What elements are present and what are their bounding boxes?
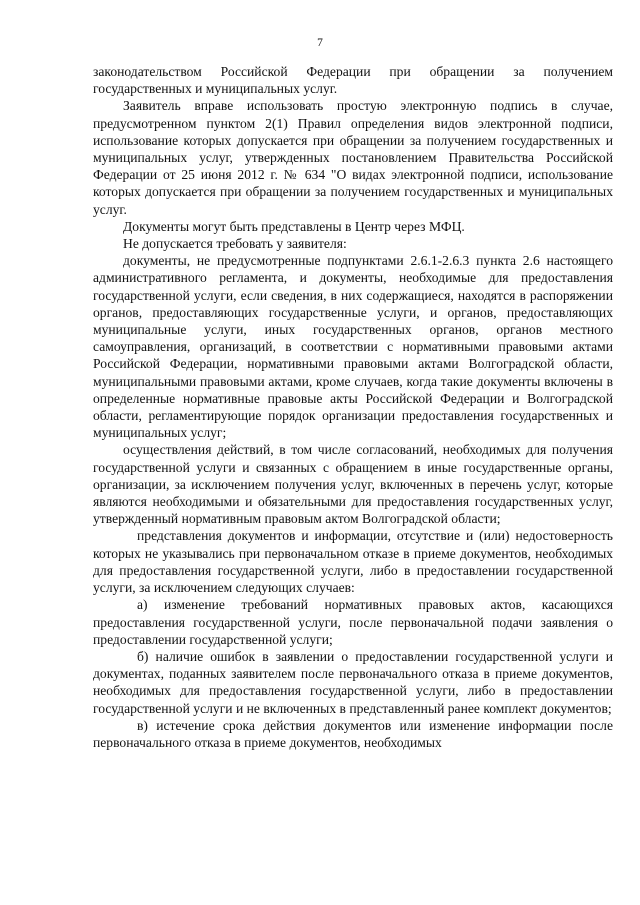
paragraph: б) наличие ошибок в заявлении о предоставлении государственной услуги и документах, поданных заявителем после первоначального отказа в приеме документов, необходимых для предоставления государственной услуги, либо в предоставлении государственной услуги и не включенных в представленный ранее комплект документов; (93, 648, 613, 716)
paragraph: в) истечение срока действия документов или изменение информации после первоначального отказа в приеме документов, необходимых (93, 717, 613, 750)
document-body (93, 63, 613, 751)
paragraph: документы, не предусмотренные подпунктами 2.6.1-2.6.3 пункта 2.6 настоящего административного регламента, и документы, необходимые для предоставления государственной услуги, если сведения, в них содержащиеся, находятся в распоряжении органов, предоставляющих государственные услуги, и органов, предоставляющих муниципальные услуги, иных государственных органов, органов местного самоуправления, организаций, в соответствии с нормативными правовыми актами Российской Федерации, нормативными правовыми актами Волгоградской области, муниципальными правовыми актами, кроме случаев, когда такие документы включены в определенные нормативные правовые акты Российской Федерации и Волгоградской области, регламентирующие порядок организации предоставления государственных и муниципальных услуг; (93, 253, 613, 441)
paragraph: Не допускается требовать у заявителя: (123, 236, 347, 252)
paragraph: а) изменение требований нормативных правовых актов, касающихся предоставления государственной услуги, после первоначальной подачи заявления о предоставлении государственной услуги; (93, 597, 613, 647)
paragraph: Заявитель вправе использовать простую электронную подпись в случае, предусмотренном пунктом 2(1) Правил определения видов электронной подписи, использование которых допускается при обращении за получением государственных и муниципальных услуг, утвержденных постановлением Правительства Российской Федерации от 25 июня 2012 г. № 634 "О видах электронной подписи, использование которых допускается при обращении за получением государственных и муниципальных услуг. (93, 98, 613, 217)
paragraph: Документы могут быть представлены в Центр через МФЦ. (123, 218, 465, 234)
page-number: 7 (317, 37, 323, 49)
paragraph: представления документов и информации, отсутствие и (или) недостоверность которых не указывались при первоначальном отказе в приеме документов, необходимых для предоставления государственной услуги, либо в предоставлении государственной услуги, за исключением следующих случаев: (93, 528, 613, 596)
paragraph: осуществления действий, в том числе согласований, необходимых для получения государственной услуги и связанных с обращением в иные государственные органы, организации, за исключением получения услуг, включенных в перечень услуг, которые являются необходимыми и обязательными для предоставления государственных услуг, утвержденный нормативным правовым актом Волгоградской области; (93, 442, 613, 527)
paragraph: законодательством Российской Федерации при обращении за получением государственных и муниципальных услуг. (93, 64, 613, 97)
